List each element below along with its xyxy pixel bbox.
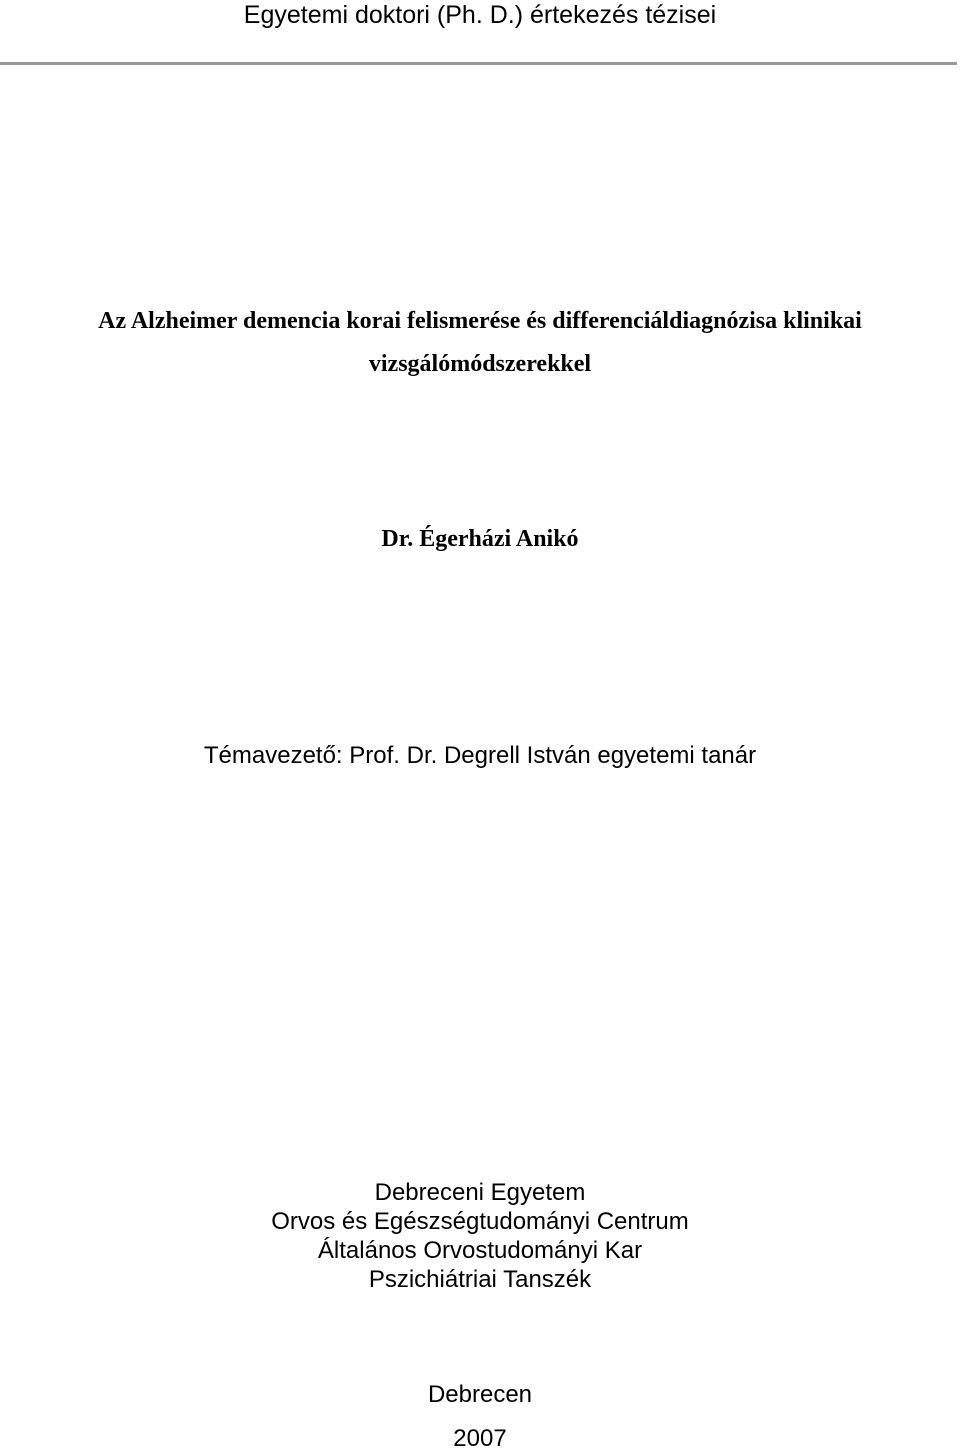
institution-centre: Orvos és Egészségtudományi Centrum xyxy=(271,1208,689,1235)
institution-block xyxy=(0,1178,960,1294)
running-header: Egyetemi doktori (Ph. D.) értekezés tézisei xyxy=(243,1,717,29)
author-name: Dr. Égerházi Anikó xyxy=(381,526,579,552)
thesis-title-line-2: vizsgálómódszerekkel xyxy=(368,351,592,377)
thesis-title-line-1: Az Alzheimer demencia korai felismerése és differenciáldiagnózisa klinikai xyxy=(98,308,862,334)
institution-university: Debreceni Egyetem xyxy=(374,1179,586,1206)
institution-department: Pszichiátriai Tanszék xyxy=(368,1266,592,1293)
institution-faculty: Általános Orvostudományi Kar xyxy=(317,1237,643,1264)
header-divider xyxy=(0,62,957,65)
supervisor-line: Témavezető: Prof. Dr. Degrell István egyetemi tanár xyxy=(203,742,757,769)
city: Debrecen xyxy=(427,1381,533,1408)
year: 2007 xyxy=(453,1425,507,1452)
